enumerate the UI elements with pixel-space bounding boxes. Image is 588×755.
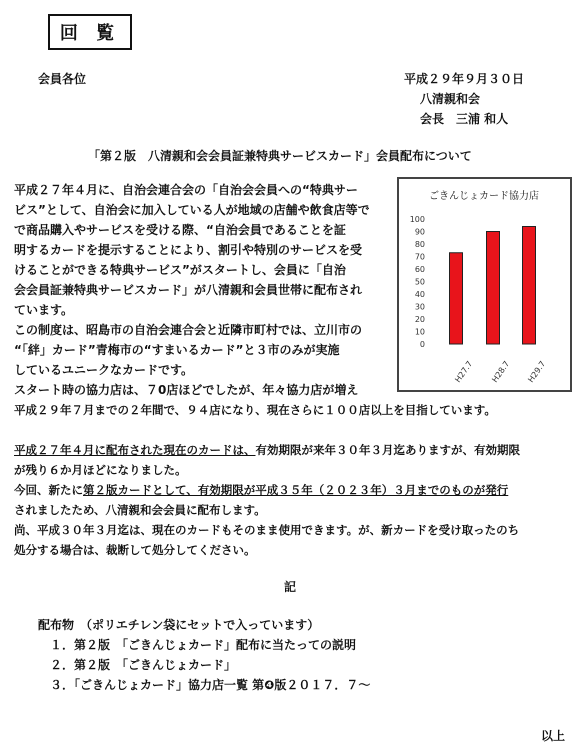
closing-mark: 以上 [541,729,566,743]
card-line-1-rest: 有効期限が来年３０年３月迄ありますが、有効期限 [255,443,520,457]
chart-bar [450,253,463,344]
y-tick-label: 100 [409,215,425,224]
intro-line: ています。 [14,303,74,317]
y-tick-label: 90 [414,227,425,237]
intro-line: 会会員証兼特典サービスカード」が八清親和会員世帯に配布され [14,283,363,297]
system-line: 平成２９年７月までの２年間で、９４店になり、現在さらに１００店以上を目指しています。 [14,403,496,417]
addressee: 会員各位 [38,72,87,86]
system-line: この制度は、昭島市の自治会連合会と近隣市町村では、立川市の [14,323,363,337]
card-line-3 [14,480,520,500]
card-line-2: が残り６か月ほどになりました。 [14,463,187,477]
x-tick-label: H29.7 [526,359,548,385]
y-tick-label: 70 [414,252,425,262]
system-line: スタート時の協力店は、７0店ほどでしたが、年々協力店が増え [14,383,359,397]
x-tick-label: H28.7 [490,359,512,385]
y-tick-label: 0 [419,340,425,349]
chart-canvas [399,179,570,390]
card-line-1 [14,440,520,460]
intro-line: 明するカードを提示することにより、割引や特別のサービスを受 [14,243,363,257]
y-tick-label: 30 [414,302,425,312]
distribution-item: ３．「ごきんじょカード」協力店一覧 第❹版２０１７．７～ [50,678,371,692]
chart-bar [487,232,500,345]
underlined-text: 平成２７年４月に配布された現在のカードは、 [14,443,256,457]
y-tick-label: 20 [414,315,425,324]
underlined-text: 第２版カードとして、有効期限が平成３５年（２０２３年）３月までのものが発行 [83,483,509,497]
distribution-heading: 配布物 （ポリエチレン袋にセットで入っています） [38,618,320,632]
card-line-4: されましたため、八清親和会会員に配布します。 [14,503,266,517]
system-line: しているユニークなカードです。 [14,363,194,377]
chart-bar [523,227,536,345]
president-name: 会長 三浦 和人 [420,112,509,126]
organization-name: 八清親和会 [420,92,481,106]
chart-title: ごきんじょカード協力店 [429,191,539,202]
cooperating-stores-chart [397,177,572,392]
distribution-item: １．第２版 「ごきんじょカード」配布に当たっての説明 [50,638,357,652]
document-title: 「第２版 八清親和会会員証兼特典サービスカード」会員配布について [88,149,472,163]
y-tick-label: 80 [414,240,425,249]
card-line-3-a: 今回、新たに [14,483,83,497]
y-tick-label: 60 [414,265,425,274]
system-line: “「絆」カード”青梅市の“すまいるカード”と３市のみが実施 [14,343,340,357]
intro-line: 平成２７年４月に、自治会連合会の「自治会会員への“特典サー [14,183,358,197]
y-tick-label: 40 [414,290,425,299]
distribution-item: ２．第２版 「ごきんじょカード」 [50,658,237,672]
intro-paragraph [14,180,370,320]
card-line-6: 処分する場合は、裁断して処分してください。 [14,543,256,557]
card-paragraph [14,440,520,560]
circulation-stamp: 回 覧 [48,14,132,50]
intro-line: で商品購入やサービスを受ける際、“自治会員であることを証 [14,223,346,237]
y-tick-label: 10 [414,327,425,337]
card-line-5: 尚、平成３０年３月迄は、現在のカードもそのまま使用できます。が、新カードを受け取ったのち [14,523,520,537]
intro-line: ビス”として、自治会に加入している人が地域の店舗や飲食店等で [14,203,370,217]
ki-heading: 記 [284,580,297,594]
y-tick-label: 50 [414,277,425,287]
intro-line: けることができる特典サービス”がスタートし、会員に「自治 [14,263,346,277]
x-tick-label: H27.7 [453,359,475,385]
document-date: 平成２９年９月３０日 [404,72,525,86]
